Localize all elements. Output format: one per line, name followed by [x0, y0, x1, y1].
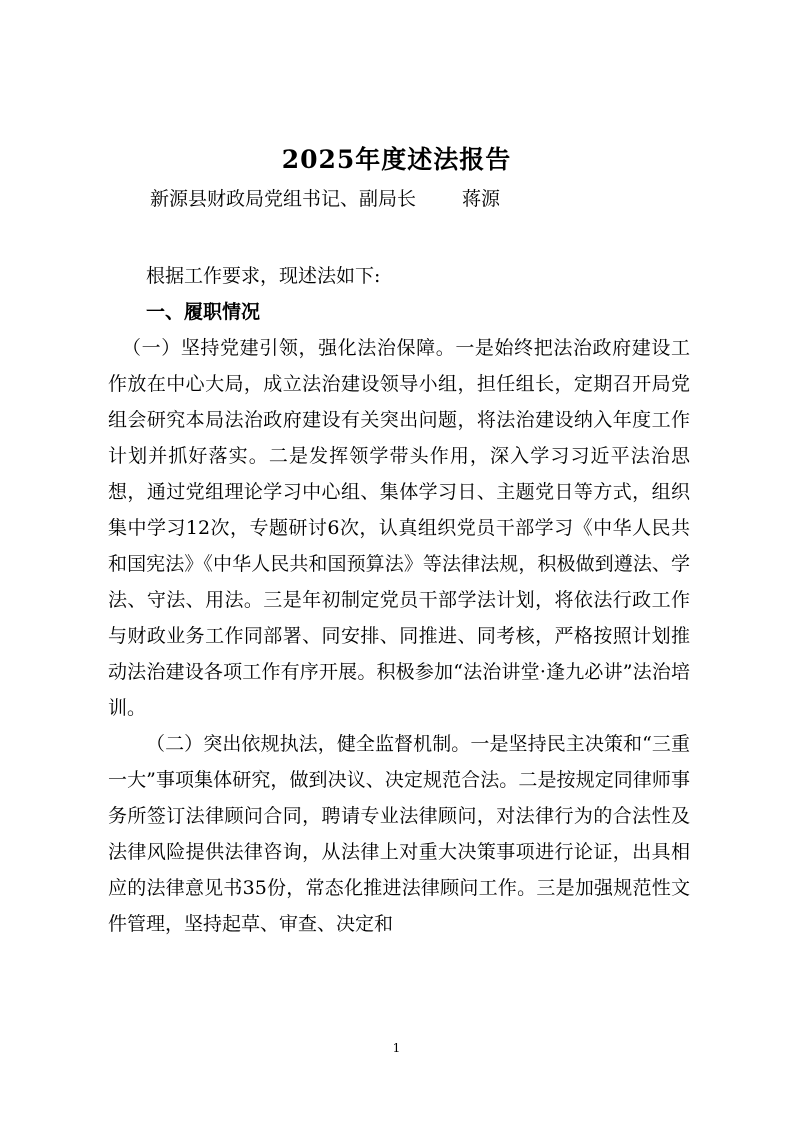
intro-paragraph: 根据工作要求，现述法如下:: [146, 265, 381, 287]
document-body: [108, 258, 690, 942]
section-heading: 一、履职情况: [146, 301, 261, 323]
document-title: 2025年度述法报告: [281, 145, 512, 174]
author-name: 蒋源: [462, 188, 501, 210]
author-line: [150, 184, 710, 214]
page-number: 1: [392, 1041, 401, 1055]
paragraph-2: （二）突出依规执法，健全监督机制。一是坚持民主决策和“三重一大”事项集体研究，做到决议、决定规范合法。二是按规定同律师事务所签订法律顾问合同，聘请专业法律顾问，对法律行为的合法性及法律风险提供法律咨询，从法律上对重大决策事项进行论证，出具相应的法律意见书35份，常态化推进法律顾问工作。三是加强规范性文件管理，坚持起草、审查、决定和: [108, 733, 690, 935]
paragraph-1: （一）坚持党建引领，强化法治保障。一是始终把法治政府建设工作放在中心大局，成立法治建设领导小组，担任组长，定期召开局党组会研究本局法治政府建设有关突出问题，将法治建设纳入年度工作计划并抓好落实。二是发挥领学带头作用，深入学习习近平法治思想，通过党组理论学习中心组、集体学习日、主题党日等方式，组织集中学习12次，专题研讨6次，认真组织党员干部学习《中华人民共和国宪法》《中华人民共和国预算法》等法律法规，积极做到遵法、学法、守法、用法。三是年初制定党员干部学法计划，将依法行政工作与财政业务工作同部署、同安排、同推进、同考核，严格按照计划推动法治建设各项工作有序开展。积极参加“法治讲堂·逢九必讲”法治培训。: [108, 337, 690, 719]
author-org-role: 新源县财政局党组书记、副局长: [150, 188, 417, 210]
